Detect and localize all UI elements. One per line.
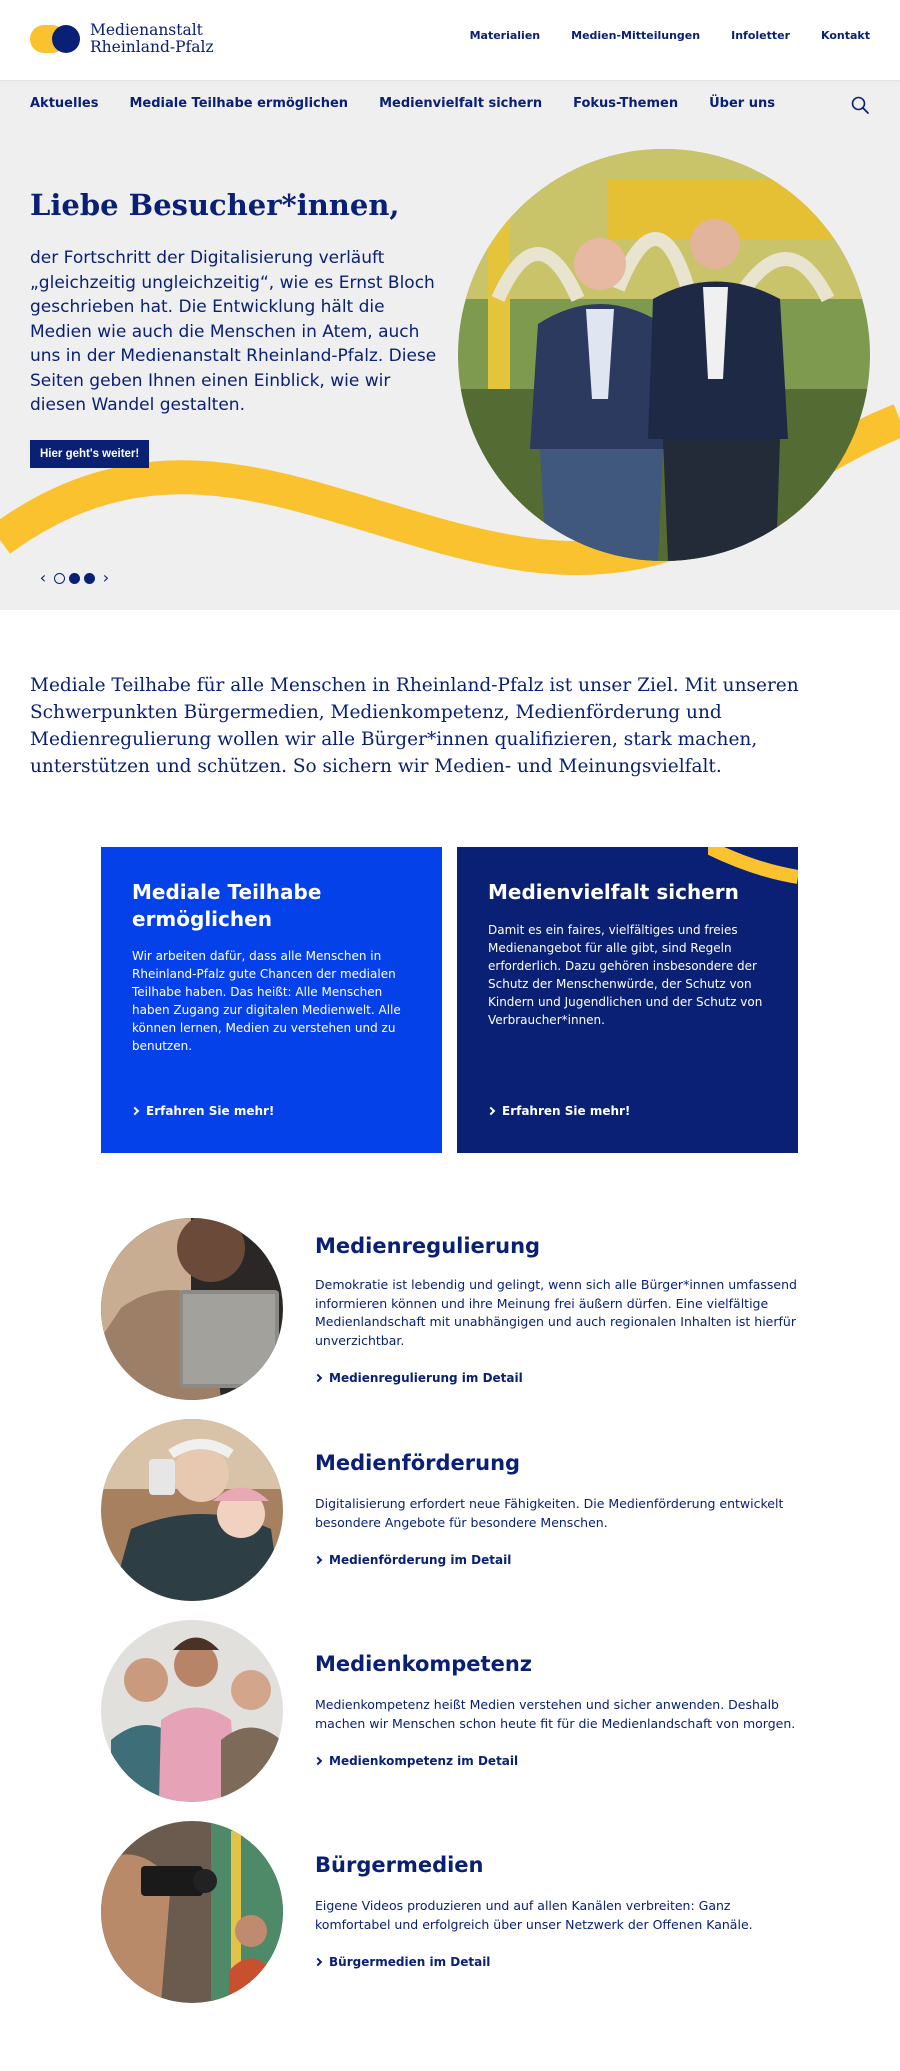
hero-text: der Fortschritt der Digitalisierung verläuft „gleichzeitig ungleichzeitig“, wie es Ernst Bloch geschrieben hat. Die Entwicklung hält die Medien wie auch die Menschen in Atem, auch uns in der Medienanstalt Rheinland-Pfalz. Diese Seiten geben Ihnen einen Einblick, wie wir diesen Wandel gestalten. — [30, 248, 437, 415]
utility-nav — [470, 29, 870, 42]
main-nav — [0, 80, 900, 130]
card-title: Mediale Teilhabe ermöglichen — [132, 880, 322, 931]
utility-link-infoletter[interactable]: Infoletter — [731, 29, 791, 42]
topic-title: Medienkompetenz — [315, 1652, 533, 1676]
topic-photo — [101, 1821, 283, 2003]
utility-link-materialien[interactable]: Materialien — [469, 29, 541, 42]
utility-link-medien-mitteilungen[interactable]: Medien-Mitteilungen — [571, 29, 701, 42]
topic-link-label: Medienregulierung im Detail — [329, 1371, 523, 1385]
logo-line-1: Medienanstalt — [90, 21, 203, 39]
carousel-next-icon[interactable]: › — [102, 568, 110, 587]
chevron-right-icon — [314, 1556, 322, 1564]
topic-title: Medienregulierung — [315, 1234, 541, 1258]
card-link[interactable] — [132, 1104, 274, 1118]
topic-photo — [101, 1419, 283, 1601]
chevron-right-icon — [314, 1958, 322, 1966]
card-link-label: Erfahren Sie mehr! — [502, 1104, 631, 1118]
chevron-right-icon — [314, 1757, 322, 1765]
nav-item-aktuelles[interactable]: Aktuelles — [30, 96, 99, 111]
top-bar — [0, 0, 900, 80]
topic-link-label: Bürgermedien im Detail — [329, 1955, 491, 1969]
card-title: Medienvielfalt sichern — [488, 880, 739, 904]
hero-cta-button[interactable]: Hier geht's weiter! — [30, 440, 149, 468]
topic-photo — [101, 1218, 283, 1400]
topic-detail-link[interactable] — [315, 1754, 518, 1768]
logo-text — [90, 22, 214, 56]
logo-line-2: Rheinland-Pfalz — [90, 38, 214, 56]
chevron-right-icon — [131, 1107, 139, 1115]
site-logo[interactable] — [30, 22, 214, 56]
hero-photo — [458, 149, 870, 561]
nav-item-medienvielfalt[interactable]: Medienvielfalt sichern — [379, 96, 543, 111]
utility-link-kontakt[interactable]: Kontakt — [821, 29, 870, 42]
card-link-label: Erfahren Sie mehr! — [146, 1104, 275, 1118]
card-link[interactable] — [488, 1104, 630, 1118]
topic-detail-link[interactable] — [315, 1553, 511, 1567]
topic-detail-link[interactable] — [315, 1955, 490, 1969]
topic-link-label: Medienförderung im Detail — [329, 1553, 512, 1567]
carousel-prev-icon[interactable]: ‹ — [39, 568, 47, 587]
topic-detail-link[interactable] — [315, 1371, 523, 1385]
carousel-dot-3[interactable] — [84, 573, 95, 584]
topic-title: Bürgermedien — [315, 1853, 484, 1877]
topic-text: Medienkompetenz heißt Medien verstehen und sicher anwenden. Deshalb machen wir Menschen schon heute fit für die Medienlandschaft von morgen. — [315, 1697, 796, 1731]
card-text: Damit es ein faires, vielfältiges und freies Medienangebot für alle gibt, sind Regeln erforderlich. Dazu gehören insbesondere der Schutz der Menschenwürde, der Schutz von Kindern und Jugendlichen und der Schutz von Verbraucher*innen. — [488, 923, 763, 1027]
card-mediale-teilhabe[interactable] — [101, 847, 442, 1153]
topic-link-label: Medienkompetenz im Detail — [329, 1754, 519, 1768]
topic-title: Medienförderung — [315, 1451, 521, 1475]
hero-slider — [0, 130, 900, 610]
topic-text: Digitalisierung erfordert neue Fähigkeiten. Die Medienförderung entwickelt besondere Angebote für besondere Menschen. — [315, 1496, 784, 1530]
topic-text: Demokratie ist lebendig und gelingt, wenn sich alle Bürger*innen umfassend informieren können und ihre Meinung frei äußern dürfen. Eine vielfältige Medienlandschaft mit unabhängigen und auch regionalen Inhalten ist hierfür unverzichtbar. — [315, 1277, 797, 1348]
chevron-right-icon — [487, 1107, 495, 1115]
nav-item-mediale-teilhabe[interactable]: Mediale Teilhabe ermöglichen — [129, 96, 349, 111]
logo-mark-icon — [30, 23, 82, 55]
topic-photo — [101, 1620, 283, 1802]
hero-title: Liebe Besucher*innen, — [30, 188, 400, 222]
nav-item-fokus-themen[interactable]: Fokus-Themen — [573, 96, 679, 111]
topic-text: Eigene Videos produzieren und auf allen Kanälen verbreiten: Ganz komfortabel und erfolgreich über unser Netzwerk der Offenen Kanäle. — [315, 1898, 753, 1932]
card-text: Wir arbeiten dafür, dass alle Menschen in Rheinland-Pfalz gute Chancen der medialen Teilhabe haben. Das heißt: Alle Menschen haben Zugang zur digitalen Medienwelt. Alle können lernen, Medien zu verstehen und zu benutzen. — [132, 949, 401, 1053]
card-medienvielfalt[interactable] — [457, 847, 798, 1153]
intro-statement: Mediale Teilhabe für alle Menschen in Rheinland-Pfalz ist unser Ziel. Mit unseren Schwerpunkten Bürgermedien, Medienkompetenz, Medienförderung und Medienregulierung wollen wir alle Bürger*innen qualifizieren, stark machen, unterstützen und schützen. So sichern wir Medien- und Meinungsvielfalt. — [30, 675, 799, 777]
carousel-controls — [36, 570, 113, 586]
carousel-dot-1[interactable] — [54, 573, 65, 584]
carousel-dot-2[interactable] — [69, 573, 80, 584]
search-icon[interactable] — [850, 95, 870, 115]
chevron-right-icon — [314, 1374, 322, 1382]
nav-item-ueber-uns[interactable]: Über uns — [709, 96, 775, 111]
